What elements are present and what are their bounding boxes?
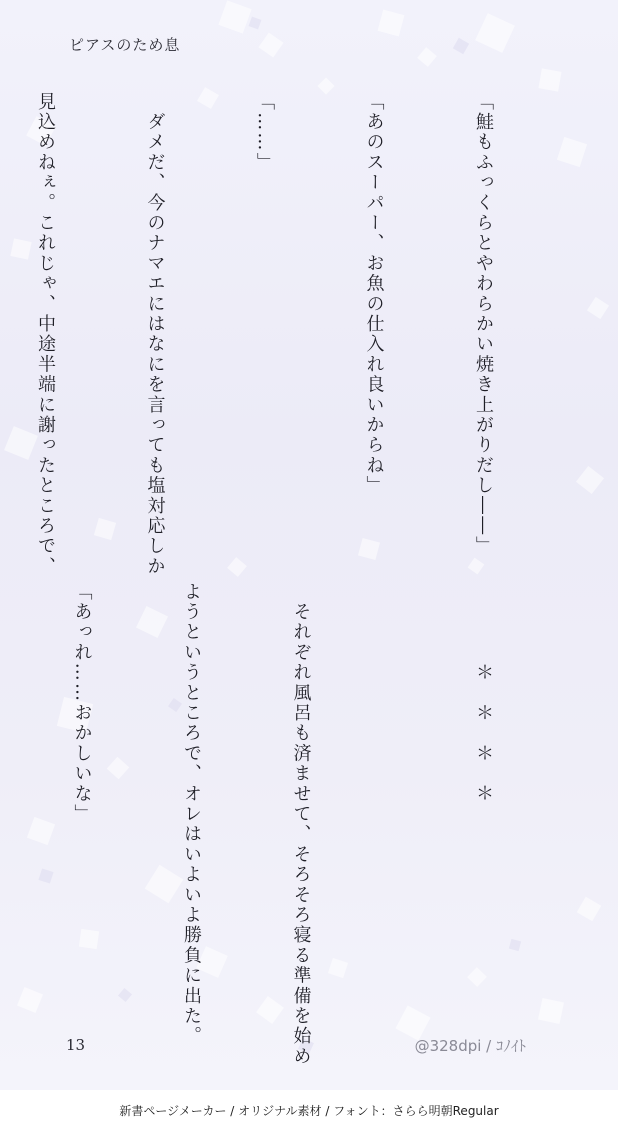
text-column: 「鮭もふっくらとやわらかい焼き上がりだし――」 [473, 92, 494, 557]
footer-credit-bar: 新書ページメーカー / オリジナル素材 / フォント：さらら明朝Regular [0, 1090, 618, 1132]
scene-break-asterisks: ＊ ＊ ＊ ＊ [473, 582, 494, 805]
text-column: 「……」 [254, 92, 275, 173]
running-header-title: ピアスのため息 [69, 36, 181, 54]
text-column: それぞれ風呂も済ませて、そろそろ寝る準備を始め [290, 582, 312, 1067]
text-column: ようというところで、オレはいよいよ勝負に出た。 [181, 582, 202, 1047]
body-text-upper-block [0, 92, 574, 577]
text-column: 見込めねぇ。これじゃ、中途半端に謝ったところで、 [35, 92, 56, 577]
text-column: 「あっれ……おかしいな」 [71, 582, 93, 825]
text-column: 「あのスーパー、お魚の仕入れ良いからね」 [363, 92, 385, 496]
author-credit: @328dpi / ｺﾉｲﾄ [414, 1037, 526, 1055]
text-column: ダメだ、今のナマエにはなにを言っても塩対応しか [144, 92, 166, 577]
page-number: 13 [66, 1036, 86, 1054]
